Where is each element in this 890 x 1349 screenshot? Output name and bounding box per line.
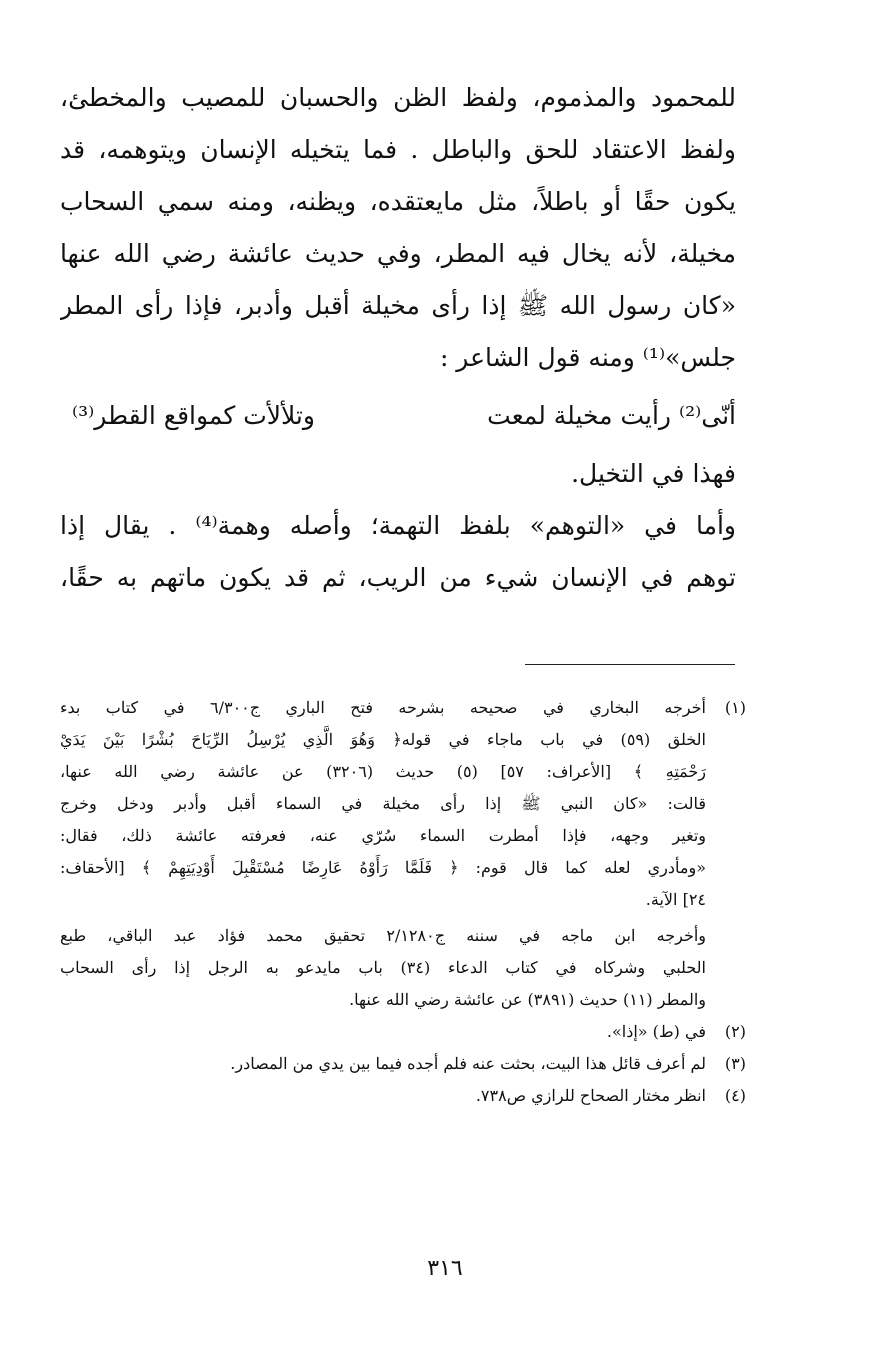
footnote-line: رَحْمَتِهِ ﴾ [الأعراف: ٥٧] (٥) حديث (٣٢٠٦) عن عائشة رضي الله عنها، <box>60 762 706 781</box>
footnote-number: (٣) <box>724 1054 746 1073</box>
footnotes <box>60 692 746 1112</box>
footnote-line: وأخرجه ابن ماجه في سننه ج٢/١٢٨٠ تحقيق محمد فؤاد عبد الباقي، طبع <box>60 926 706 945</box>
main-line: فهذا في التخيل. <box>571 459 736 488</box>
main-line: ولفظ الاعتقاد للحق والباطل . فما يتخيله الإنسان ويتوهمه، قد <box>60 135 736 164</box>
footnote-paragraph <box>60 920 706 1016</box>
main-line: يكون حقًا أو باطلاً، مثل مايعتقده، ويظنه، ومنه سمي السحاب <box>60 187 736 216</box>
footnote-body <box>60 1016 706 1048</box>
footnote-2 <box>60 1016 746 1048</box>
main-line: للمحمود والمذموم، ولفظ الظن والحسبان للمصيب والمخطئ، <box>60 83 736 112</box>
footnote-line: لم أعرف قائل هذا البيت، بحثت عنه فلم أجده فيما بين يدي من المصادر. <box>230 1054 706 1073</box>
poetry-verse <box>60 390 736 442</box>
footnote-line: الحلبي وشركاه في كتاب الدعاء (٣٤) باب مايدعو به الرجل إذا رأى السحاب <box>60 958 706 977</box>
main-line: وأما في «التوهم» بلفظ التهمة؛ وأصله وهمة⁽⁴⁾ . يقال إذا <box>60 511 736 540</box>
main-line: توهم في الإنسان شيء من الريب، ثم قد يكون ماتهم به حقًا، <box>60 563 736 592</box>
verse-second-hemistich: وتلألأت كمواقع القطر⁽³⁾ <box>72 401 315 430</box>
footnote-3 <box>60 1048 746 1080</box>
footnote-1 <box>60 692 746 1016</box>
footnote-body <box>60 1048 706 1080</box>
footnote-body <box>60 1080 706 1112</box>
page-number: ٣١٦ <box>427 1256 463 1281</box>
footnote-line: أخرجه البخاري في صحيحه بشرحه فتح الباري ج٦/٣٠٠ في كتاب بدء <box>60 698 706 717</box>
footnote-body <box>60 692 706 1016</box>
verse-first-hemistich: أنّى⁽²⁾ رأيت مخيلة لمعت <box>487 401 736 430</box>
footnote-line: «ومأدري لعله كما قال قوم: ﴿ فَلَمَّا رَأَوْهُ عَارِضًا مُسْتَقْبِلَ أَوْدِيَتِهِمْ ﴾ [الأحقاف: <box>60 858 706 877</box>
footnote-number: (٤) <box>724 1086 746 1105</box>
footnote-line: والمطر (١١) حديث (٣٨٩١) عن عائشة رضي الله عنها. <box>349 990 706 1009</box>
footnote-line: انظر مختار الصحاح للرازي ص٧٣٨. <box>475 1086 706 1105</box>
footnote-line: في (ط) «إذا». <box>606 1022 706 1041</box>
footnote-line: الخلق (٥٩) في باب ماجاء في قوله﴿ وَهُوَ الَّذِي يُرْسِلُ الرِّيَاحَ بُشْرًا بَيْنَ يَدَيْ <box>60 730 706 749</box>
footnote-number: (١) <box>724 698 746 717</box>
footnote-4 <box>60 1080 746 1112</box>
main-line: جلس»⁽¹⁾ ومنه قول الشاعر : <box>439 343 736 372</box>
main-line: «كان رسول الله ﷺ إذا رأى مخيلة أقبل وأدبر، فإذا رأى المطر <box>60 291 736 320</box>
footnote-line: وتغير وجهه، فإذا أمطرت السماء سُرّي عنه، فعرفته عائشة ذلك، فقال: <box>60 826 706 845</box>
main-line: مخيلة، لأنه يخال فيه المطر، وفي حديث عائشة رضي الله عنها <box>60 239 736 268</box>
main-text <box>60 72 736 604</box>
footnote-line: قالت: «كان النبي ﷺ إذا رأى مخيلة في السماء أقبل وأدبر ودخل وخرج <box>60 794 706 813</box>
footnote-divider <box>525 664 735 665</box>
footnote-line: ٢٤] الآية. <box>645 890 706 909</box>
footnote-number: (٢) <box>724 1022 746 1041</box>
